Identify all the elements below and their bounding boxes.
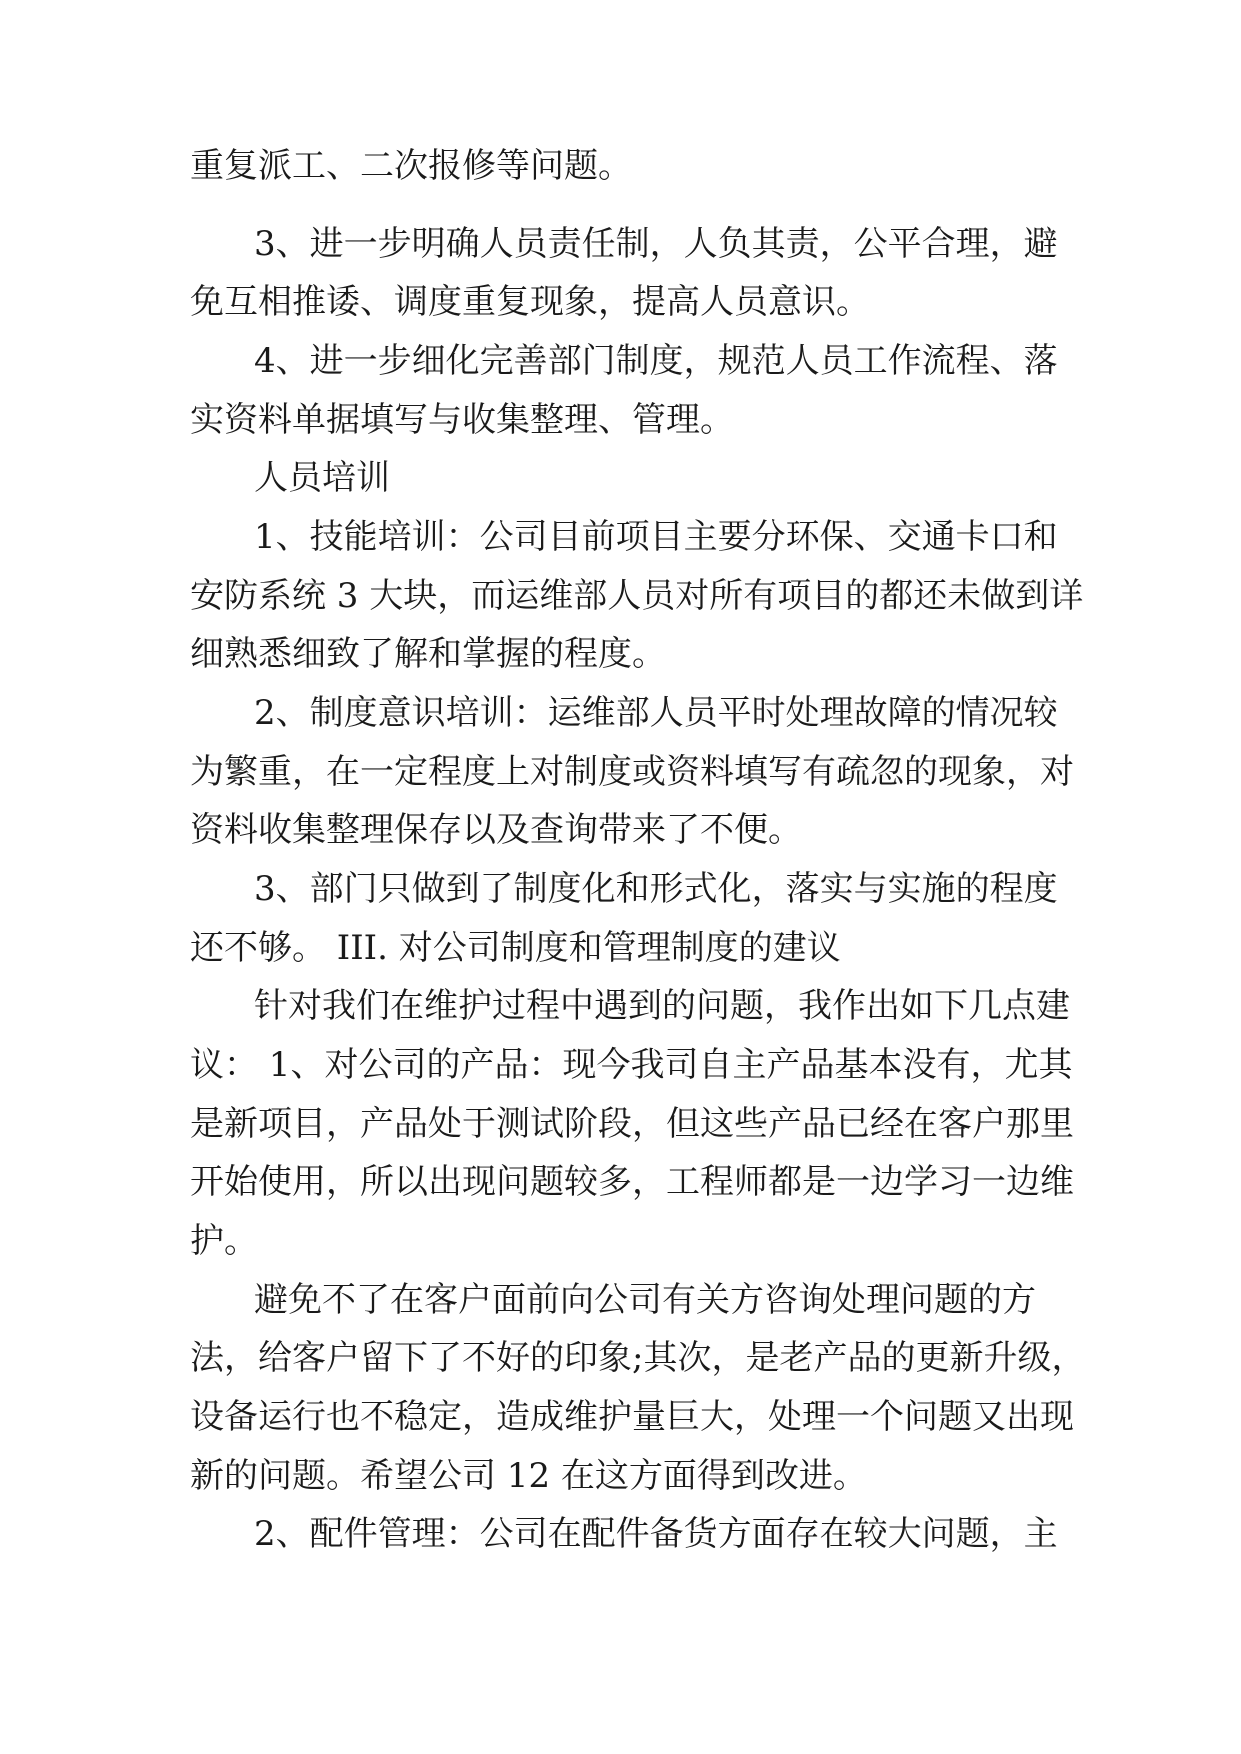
body-line: 避免不了在客户面前向公司有关方咨询处理问题的方 — [254, 1280, 1036, 1320]
body-line: 2、制度意识培训：运维部人员平时处理故障的情况较 — [254, 693, 1058, 733]
body-line: 1、技能培训：公司目前项目主要分环保、交通卡口和 — [254, 517, 1058, 557]
body-line: 护。 — [190, 1221, 258, 1261]
body-line: 还不够。 III. 对公司制度和管理制度的建议 — [190, 928, 841, 968]
body-line: 重复派工、二次报修等问题。 — [190, 146, 632, 186]
section-heading: 人员培训 — [254, 458, 390, 498]
body-line: 针对我们在维护过程中遇到的问题，我作出如下几点建 — [254, 986, 1070, 1026]
body-line: 2、配件管理：公司在配件备货方面存在较大问题，主 — [254, 1514, 1058, 1554]
body-line: 免互相推诿、调度重复现象，提高人员意识。 — [190, 282, 870, 322]
body-line: 4、进一步细化完善部门制度，规范人员工作流程、落 — [254, 341, 1058, 381]
body-line: 实资料单据填写与收集整理、管理。 — [190, 400, 734, 440]
body-line: 资料收集整理保存以及查询带来了不便。 — [190, 810, 802, 850]
body-line: 开始使用，所以出现问题较多，工程师都是一边学习一边维 — [190, 1162, 1074, 1202]
body-line: 3、进一步明确人员责任制，人负其责，公平合理，避 — [254, 224, 1058, 264]
body-line: 议： 1、对公司的产品：现今我司自主产品基本没有，尤其 — [190, 1045, 1073, 1085]
body-line: 法，给客户留下了不好的印象;其次，是老产品的更新升级， — [190, 1338, 1086, 1378]
body-line: 细熟悉细致了解和掌握的程度。 — [190, 634, 666, 674]
body-line: 为繁重，在一定程度上对制度或资料填写有疏忽的现象，对 — [190, 752, 1074, 792]
body-line: 设备运行也不稳定，造成维护量巨大，处理一个问题又出现 — [190, 1397, 1074, 1437]
body-line: 安防系统 3 大块，而运维部人员对所有项目的都还未做到详 — [190, 576, 1084, 616]
body-line: 新的问题。希望公司 12 在这方面得到改进。 — [190, 1456, 867, 1496]
body-line: 3、部门只做到了制度化和形式化，落实与实施的程度 — [254, 869, 1058, 909]
body-line: 是新项目，产品处于测试阶段，但这些产品已经在客户那里 — [190, 1104, 1074, 1144]
